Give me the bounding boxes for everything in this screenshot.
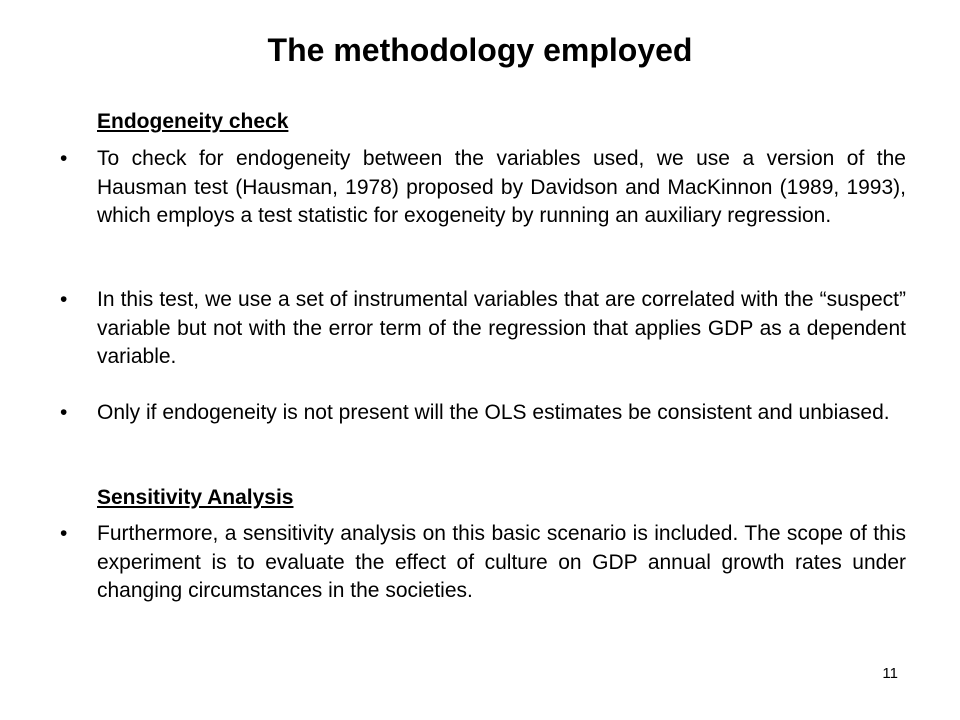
section-heading-endogeneity: Endogeneity check	[97, 110, 289, 133]
bullet-item	[60, 399, 906, 428]
bullet-symbol: •	[60, 147, 68, 170]
bullet-item	[60, 520, 906, 606]
bullet-text: In this test, we use a set of instrumental variables that are correlated with the “suspect” variable but not with the error term of the regression that applies GDP as a dependent variable.	[97, 288, 906, 368]
slide-title: The methodology employed	[267, 32, 693, 68]
bullet-symbol: •	[60, 288, 68, 311]
page-number: 11	[882, 665, 898, 682]
bullet-text: Furthermore, a sensitivity analysis on this basic scenario is included. The scope of this experiment is to evaluate the effect of culture on GDP annual growth rates under changing circumstances in the societies.	[97, 522, 906, 602]
bullet-item	[60, 145, 906, 231]
section-heading-sensitivity: Sensitivity Analysis	[97, 486, 294, 509]
bullet-text: To check for endogeneity between the variables used, we use a version of the Hausman test (Hausman, 1978) proposed by Davidson and MacKinnon (1989, 1993), which employs a test statistic for exogeneity by running an auxiliary regression.	[97, 147, 906, 227]
bullet-symbol: •	[60, 401, 68, 424]
bullet-symbol: •	[60, 522, 68, 545]
bullet-text: Only if endogeneity is not present will the OLS estimates be consistent and unbiased.	[97, 401, 890, 424]
bullet-item	[60, 286, 906, 372]
